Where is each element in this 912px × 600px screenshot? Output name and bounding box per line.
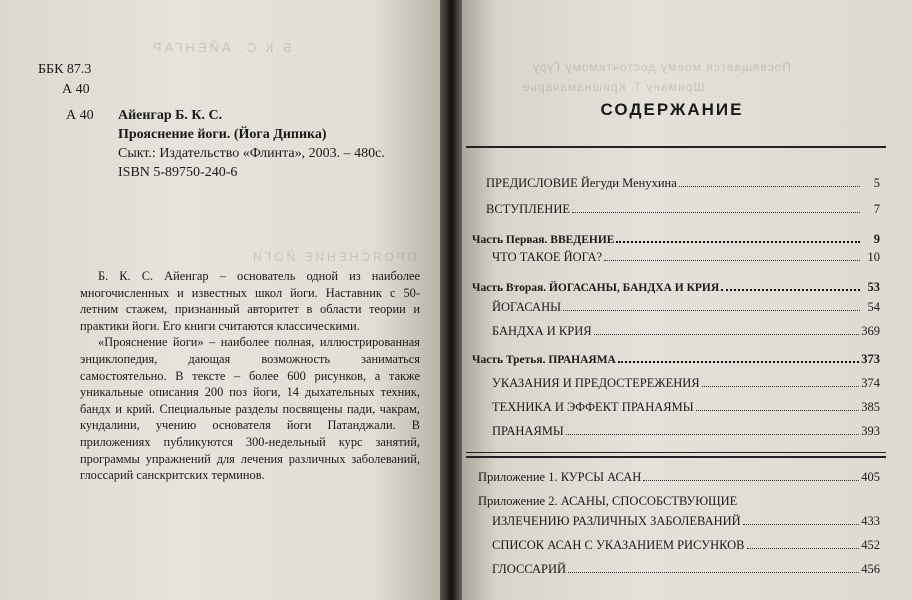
toc-page-number: 369 xyxy=(861,324,880,338)
bbk-index: ББК 87.3 xyxy=(38,62,92,77)
toc-entry[interactable]: ТЕХНИКА И ЭФФЕКТ ПРАНАЯМЫ 385 xyxy=(492,400,880,414)
book-gutter xyxy=(440,0,462,600)
toc-entry[interactable]: БАНДХА И КРИЯ 369 xyxy=(492,324,880,338)
toc-part-heading[interactable]: Часть Вторая. ЙОГАСАНЫ, БАНДХА И КРИЯ 53 xyxy=(472,280,880,294)
toc-appendix-entry[interactable]: Приложение 2. АСАНЫ, СПОСОБСТВУЮЩИЕ xyxy=(478,494,738,508)
toc-page-number: 374 xyxy=(861,376,880,390)
author-code: А 40 xyxy=(66,108,94,123)
toc-page-number: 7 xyxy=(873,202,880,216)
toc-page-number: 54 xyxy=(867,300,880,314)
toc-appendix-entry[interactable]: ИЗЛЕЧЕНИЮ РАЗЛИЧНЫХ ЗАБОЛЕВАНИЙ 433 xyxy=(492,514,880,528)
toc-entry[interactable]: ЧТО ТАКОЕ ЙОГА? 10 xyxy=(492,250,880,264)
toc-entry[interactable]: УКАЗАНИЯ И ПРЕДОСТЕРЕЖЕНИЯ 374 xyxy=(492,376,880,390)
bbk-block xyxy=(38,60,91,100)
bleed-through-text: Шриману Т. Кришнамачарье xyxy=(522,80,705,94)
biblio-title: Прояснение йоги. (Йога Дипика) xyxy=(118,127,327,142)
toc-entry[interactable]: ПРЕДИСЛОВИЕ Йегуди Менухина 5 xyxy=(486,176,880,190)
toc-appendix-entry[interactable]: Приложение 1. КУРСЫ АСАН 405 xyxy=(478,470,880,484)
bleed-through-text: Посвящается моему досточтимому Гуру xyxy=(532,60,792,74)
left-page xyxy=(0,0,440,600)
toc-part-heading[interactable]: Часть Первая. ВВЕДЕНИЕ 9 xyxy=(472,232,880,246)
toc-top-rule xyxy=(466,146,886,148)
toc-page-number: 393 xyxy=(861,424,880,438)
toc-page-number: 9 xyxy=(873,232,880,246)
toc-page-number: 452 xyxy=(861,538,880,552)
annotation-paragraph: «Прояснение йоги» – наиболее полная, иллюстрированная энциклопедия, дающая возможность заниматься самостоятельно. В тексте – более 600 рисунков, а также уникальные описания 200 поз йоги, 14 дыхательных техник, бандх и крий. Специальные разделы посвящены пади, чакрам, кундалини, учению основателя йоги Патанджали. В приложениях публикуются 300-недельный курс занятий, программы упражнений для лечения различных заболеваний, глоссарий санскритских терминов. xyxy=(80,335,420,483)
bibliographic-record xyxy=(118,106,385,182)
toc-page-number: 385 xyxy=(861,400,880,414)
right-page xyxy=(462,0,912,600)
toc-appendix-entry[interactable]: ГЛОССАРИЙ 456 xyxy=(492,562,880,576)
bbk-author-sign: А 40 xyxy=(62,82,90,97)
toc-page-number: 456 xyxy=(861,562,880,576)
toc-page-number: 53 xyxy=(867,280,880,294)
toc-page-number: 405 xyxy=(861,470,880,484)
annotation-paragraph: Б. К. С. Айенгар – основатель одной из наиболее многочисленных и известных школ йоги. Наставник с 50-летним стажем, признанный авторитет в области теории и практики йоги. Его книги считаются классическими. xyxy=(80,269,420,333)
toc-page-number: 5 xyxy=(873,176,880,190)
biblio-author: Айенгар Б. К. С. xyxy=(118,108,223,123)
toc-page-number: 10 xyxy=(867,250,880,264)
toc-page-number: 433 xyxy=(861,514,880,528)
toc-divider xyxy=(466,456,886,458)
toc-entry[interactable]: ВСТУПЛЕНИЕ 7 xyxy=(486,202,880,216)
toc-page-number: 373 xyxy=(861,352,880,366)
biblio-isbn: ISBN 5-89750-240-6 xyxy=(118,165,238,180)
biblio-publisher: Сыкт.: Издательство «Флинта», 2003. – 480с. xyxy=(118,146,385,161)
toc-appendix-entry[interactable]: СПИСОК АСАН С УКАЗАНИЕМ РИСУНКОВ 452 xyxy=(492,538,880,552)
bleed-through-text: Б.К.С. АЙЕНГАР xyxy=(150,40,292,55)
bleed-through-text: ПРОЯСНЕНИЕ ЙОГИ xyxy=(250,250,417,264)
toc-part-heading[interactable]: Часть Третья. ПРАНАЯМА 373 xyxy=(472,352,880,366)
book-annotation xyxy=(80,268,420,484)
toc-entry[interactable]: ПРАНАЯМЫ 393 xyxy=(492,424,880,438)
toc-divider xyxy=(466,452,886,453)
toc-entry[interactable]: ЙОГАСАНЫ 54 xyxy=(492,300,880,314)
toc-title: СОДЕРЖАНИЕ xyxy=(600,100,744,119)
